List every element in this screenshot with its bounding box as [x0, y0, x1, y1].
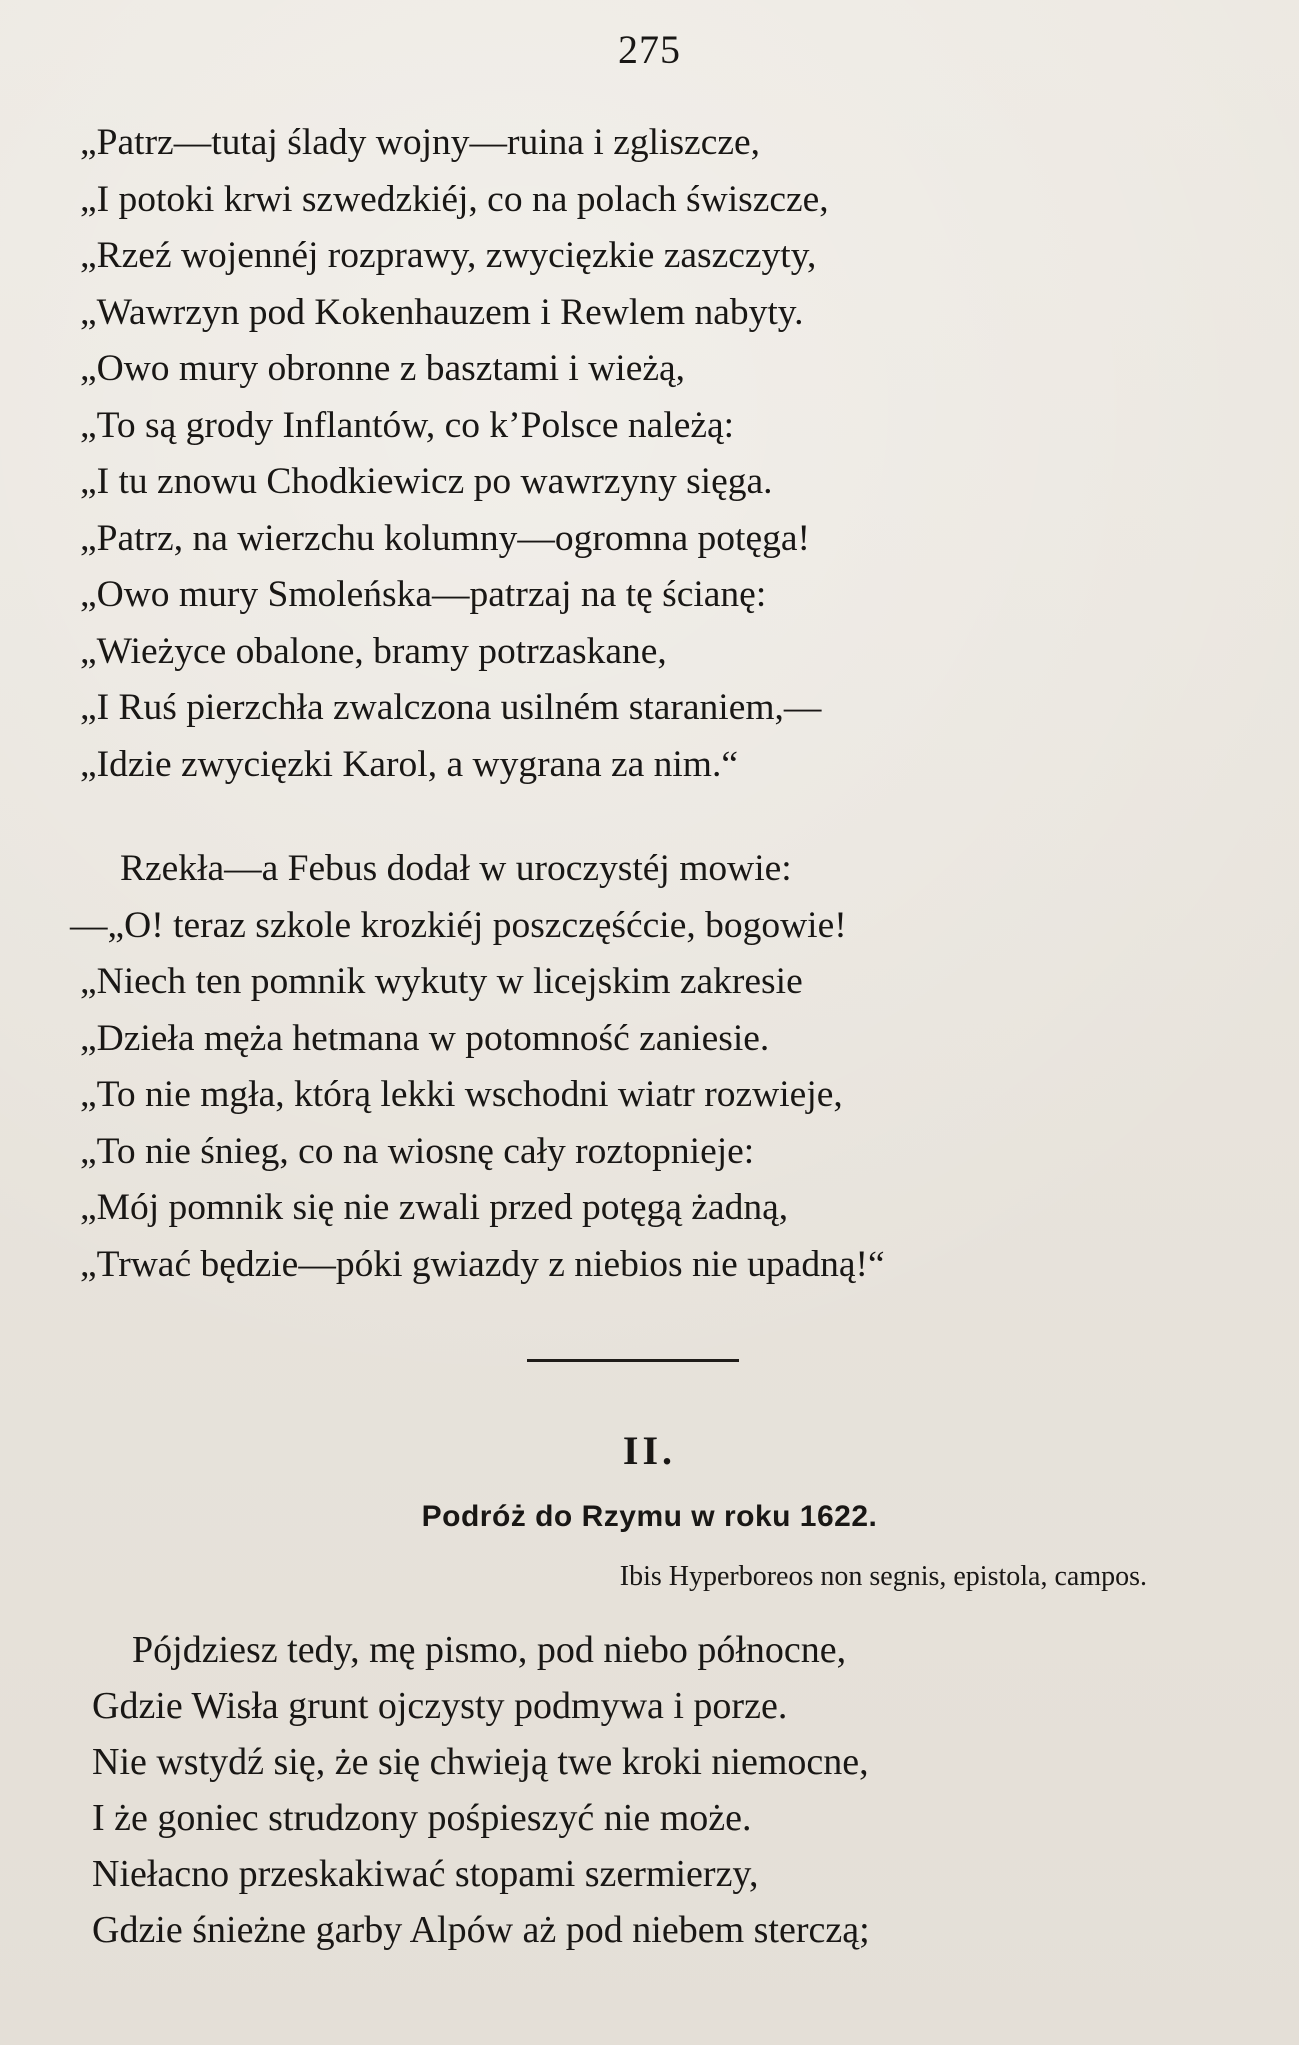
verse-line: „To nie mgła, którą lekki wschodni wiatr rozwieje, [80, 1074, 843, 1115]
poem-stanza-3 [92, 1622, 1252, 1958]
verse-line: „Patrz, na wierzchu kolumny—ogromna potęga! [80, 517, 810, 559]
verse-line: „Rzeź wojennéj rozprawy, zwycięzkie zaszczyty, [80, 235, 817, 276]
verse-line: „Wawrzyn pod Kokenhauzem i Rewlem nabyty. [80, 291, 804, 333]
verse-line: „I tu znowu Chodkiewicz po wawrzyny sięga. [80, 461, 773, 502]
verse-line: „Niech ten pomnik wykuty w licejskim zakresie [80, 961, 803, 1002]
verse-line: Gdzie śnieżne garby Alpów aż pod niebem sterczą; [92, 1909, 870, 1951]
verse-line: „Trwać będzie—póki gwiazdy z niebios nie upadną!“ [80, 1243, 885, 1285]
verse-line: Niełacno przeskakiwać stopami szermierzy, [92, 1853, 759, 1895]
verse-line: „I Ruś pierzchła zwalczona usilném staraniem,— [80, 687, 822, 728]
section-number: II. [622, 1428, 677, 1473]
verse-line: „Patrz—tutaj ślady wojny—ruina i zgliszcze, [80, 122, 760, 163]
verse-line: Rzekła—a Febus dodał w uroczystéj mowie: [120, 848, 792, 889]
verse-line: —„O! teraz szkole krozkiéj poszczęśćcie, bogowie! [70, 904, 847, 946]
verse-line: „To nie śnieg, co na wiosnę cały roztopnieje: [80, 1130, 755, 1172]
verse-line: „Dzieła męża hetmana w potomność zaniesie. [80, 1017, 770, 1059]
verse-line: „Idzie zwycięzki Karol, a wygrana za nim.“ [80, 743, 738, 785]
verse-line: „Owo mury Smoleńska—patrzaj na tę ścianę: [80, 574, 767, 615]
poem-stanza-1 [80, 115, 1240, 793]
section-divider [527, 1359, 739, 1362]
verse-line: „To są grody Inflantów, co k’Polsce należą: [80, 404, 735, 446]
verse-line: Pójdziesz tedy, mę pismo, pod niebo północne, [132, 1629, 847, 1671]
verse-line: „Mój pomnik się nie zwali przed potęgą żadną, [80, 1187, 789, 1228]
verse-line: Gdzie Wisła grunt ojczysty podmywa i porze. [92, 1685, 788, 1727]
poem-stanza-2 [70, 841, 1240, 1293]
page-number: 275 [618, 27, 681, 72]
verse-line: Nie wstydź się, że się chwieją twe kroki niemocne, [92, 1741, 869, 1783]
section-title: Podróż do Rzymu w roku 1622. [421, 1500, 878, 1533]
verse-line: „I potoki krwi szwedzkiéj, co na polach świszcze, [80, 178, 829, 220]
verse-line: I że goniec strudzony pośpieszyć nie może. [92, 1797, 752, 1839]
epigraph: Ibis Hyperboreos non segnis, epistola, campos. [619, 1561, 1147, 1592]
verse-line: „Owo mury obronne z basztami i wieżą, [80, 348, 685, 389]
verse-line: „Wieżyce obalone, bramy potrzaskane, [80, 630, 667, 672]
